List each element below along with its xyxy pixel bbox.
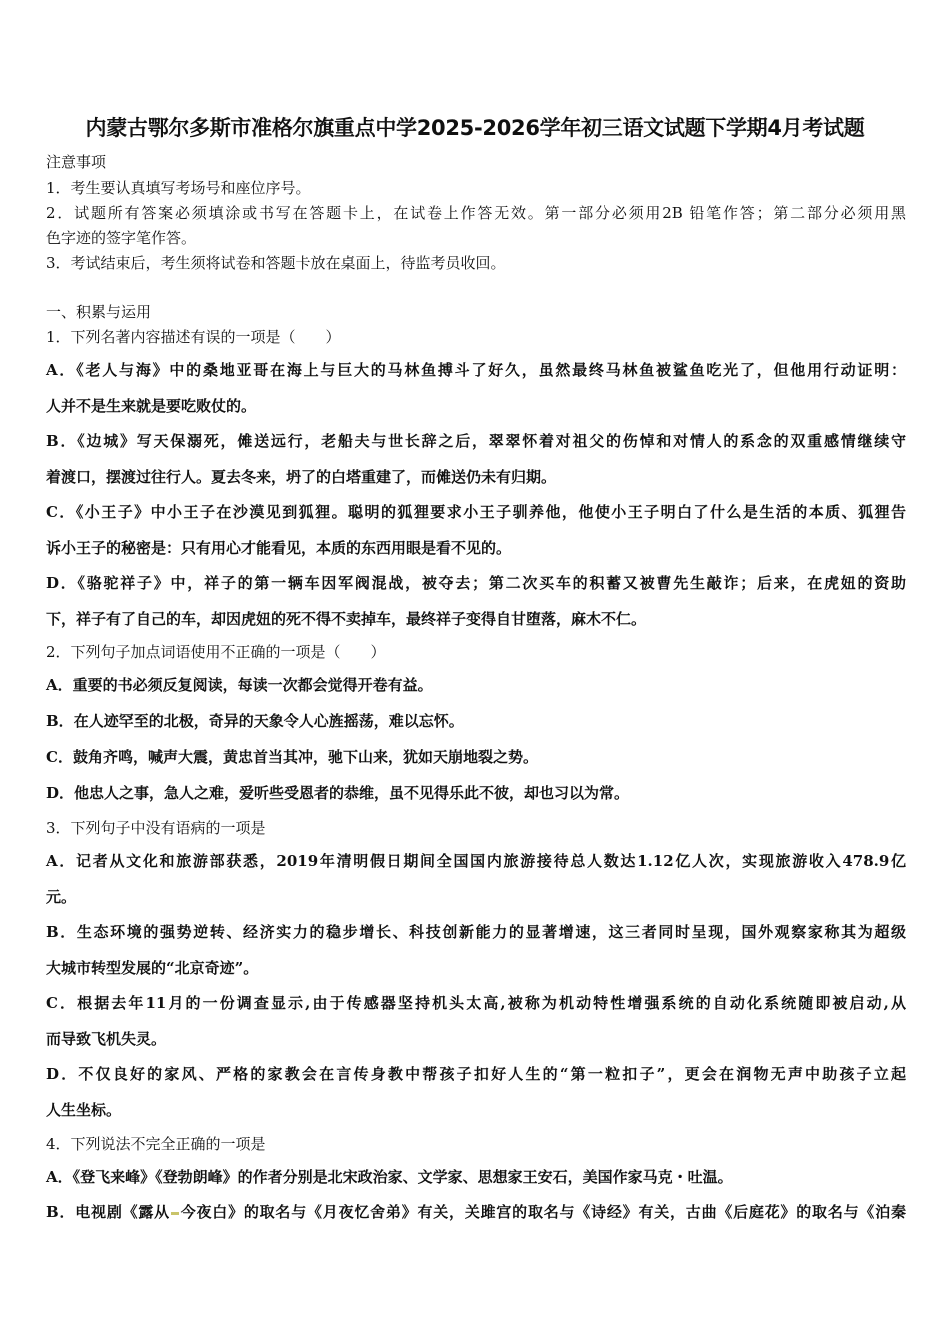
option-label: A． <box>46 852 77 870</box>
option-text: 不仅良好的家风、严格的家教会在言传身教中帮孩子扣好人生的“第一粒扣子”，更会在润物无声中助孩子立起 <box>78 1065 906 1083</box>
option-text: 《边城》写天保溺死，傩送远行，老船夫与世长辞之后，翠翠怀着对祖父的伤悼和对情人的系念的双重感情继续守 <box>77 432 906 450</box>
notice-item: 色字迹的签字笔作答。 <box>46 229 197 247</box>
option-label: A． <box>46 1168 73 1186</box>
notice-item: 1．考生要认真填写考场号和座位序号。 <box>46 179 311 197</box>
option-label: B． <box>46 712 74 730</box>
option-line: 下，祥子有了自己的车，却因虎妞的死不得不卖掉车，最终祥子变得自甘堕落，麻木不仁。 <box>46 610 647 628</box>
option-line <box>46 360 906 380</box>
option-line <box>46 922 906 942</box>
option-label: D． <box>46 784 75 802</box>
option-line <box>46 783 629 803</box>
option-text: 《老人与海》中的桑地亚哥在海上与巨大的马林鱼搏斗了好久，虽然最终马林鱼被鲨鱼吃光了，但他用行动证明： <box>76 361 906 379</box>
option-label: C． <box>46 503 76 521</box>
notice-item: 2．试题所有答案必须填涂或书写在答题卡上，在试卷上作答无效。第一部分必须用2B 铅笔作答；第二部分必须用黑 <box>46 204 906 222</box>
question-stem: 2．下列句子加点词语使用不正确的一项是（ ） <box>46 643 386 661</box>
option-line <box>46 747 538 767</box>
option-line: 人并不是生来就是要吃败仗的。 <box>46 397 257 415</box>
option-label: C． <box>46 748 73 766</box>
option-line: 元。 <box>46 888 77 906</box>
option-text: 电视剧《露从 <box>75 1203 170 1221</box>
option-label: B． <box>46 1203 76 1221</box>
option-text: 鼓角齐鸣，喊声大震，黄忠首当其冲，驰下山来，犹如天崩地裂之势。 <box>72 748 538 766</box>
option-line: 大城市转型发展的“北京奇迹”。 <box>46 959 259 977</box>
option-label: B． <box>46 432 78 450</box>
option-line <box>46 1064 906 1084</box>
option-line <box>46 675 433 695</box>
option-label: D． <box>46 574 78 592</box>
highlight-mark <box>171 1212 179 1215</box>
notice-item: 3．考试结束后，考生须将试卷和答题卡放在桌面上，待监考员收回。 <box>46 254 506 272</box>
option-line <box>46 1202 906 1222</box>
option-line <box>46 573 906 593</box>
option-text: 在人迹罕至的北极，奇异的天象令人心旌摇荡，难以忘怀。 <box>73 712 464 730</box>
option-label: D． <box>46 1065 79 1083</box>
option-line <box>46 431 906 451</box>
option-text: 根据去年11月的一份调查显示,由于传感器坚持机头太高,被称为机动特性增强系统的自动化系统随即被启动,从 <box>77 994 906 1012</box>
notice-heading: 注意事项 <box>46 153 107 171</box>
option-line <box>46 851 906 871</box>
option-line: 而导致飞机失灵。 <box>46 1030 167 1048</box>
section-heading: 一、积累与运用 <box>46 303 152 321</box>
option-text: 他忠人之事，急人之难，爱听些受恩者的恭维，虽不见得乐此不彼，却也习以为常。 <box>74 784 630 802</box>
option-text: 生态环境的强势逆转、经济实力的稳步增长、科技创新能力的显著增速，这三者同时呈现，国外观察家称其为超级 <box>76 923 906 941</box>
option-text: 记者从文化和旅游部获悉，2019年清明假日期间全国国内旅游接待总人数达1.12亿人次，实现旅游收入478.9亿 <box>76 852 907 870</box>
option-line: 着渡口，摆渡过往行人。夏去冬来，坍了的白塔重建了，而傩送仍未有归期。 <box>46 468 557 486</box>
option-label: C． <box>46 994 78 1012</box>
option-line <box>46 711 464 731</box>
question-stem: 3．下列句子中没有语病的一项是 <box>46 819 266 837</box>
option-label: A． <box>46 361 77 379</box>
option-text: 《骆驼祥子》中，祥子的第一辆车因军阀混战，被夺去；第二次买车的积蓄又被曹先生敲诈；后来，在虎妞的资助 <box>77 574 906 592</box>
option-line <box>46 502 906 522</box>
question-stem: 4．下列说法不完全正确的一项是 <box>46 1135 266 1153</box>
option-line: 诉小王子的秘密是：只有用心才能看见，本质的东西用眼是看不见的。 <box>46 539 512 557</box>
question-stem: 1．下列名著内容描述有误的一项是（ ） <box>46 328 341 346</box>
option-label: B． <box>46 923 77 941</box>
option-line <box>46 993 906 1013</box>
option-line <box>46 1167 733 1187</box>
option-text: 今夜白》的取名与《月夜忆舍弟》有关，关雎宫的取名与《诗经》有关，古曲《后庭花》的取名与《泊秦 <box>179 1203 906 1221</box>
option-text: 《小王子》中小王子在沙漠见到狐狸。聪明的狐狸要求小王子驯养他，他使小王子明白了什么是生活的本质、狐狸告 <box>75 503 906 521</box>
page-title: 内蒙古鄂尔多斯市准格尔旗重点中学2025-2026学年初三语文试题下学期4月考试题 <box>85 116 865 140</box>
option-label: A． <box>46 676 73 694</box>
option-text: 《登飞来峰》《登勃朗峰》的作者分别是北宋政治家、文学家、思想家王安石，美国作家马克・吐温。 <box>72 1168 733 1186</box>
option-line: 人生坐标。 <box>46 1101 122 1119</box>
option-text: 重要的书必须反复阅读，每读一次都会觉得开卷有益。 <box>72 676 433 694</box>
